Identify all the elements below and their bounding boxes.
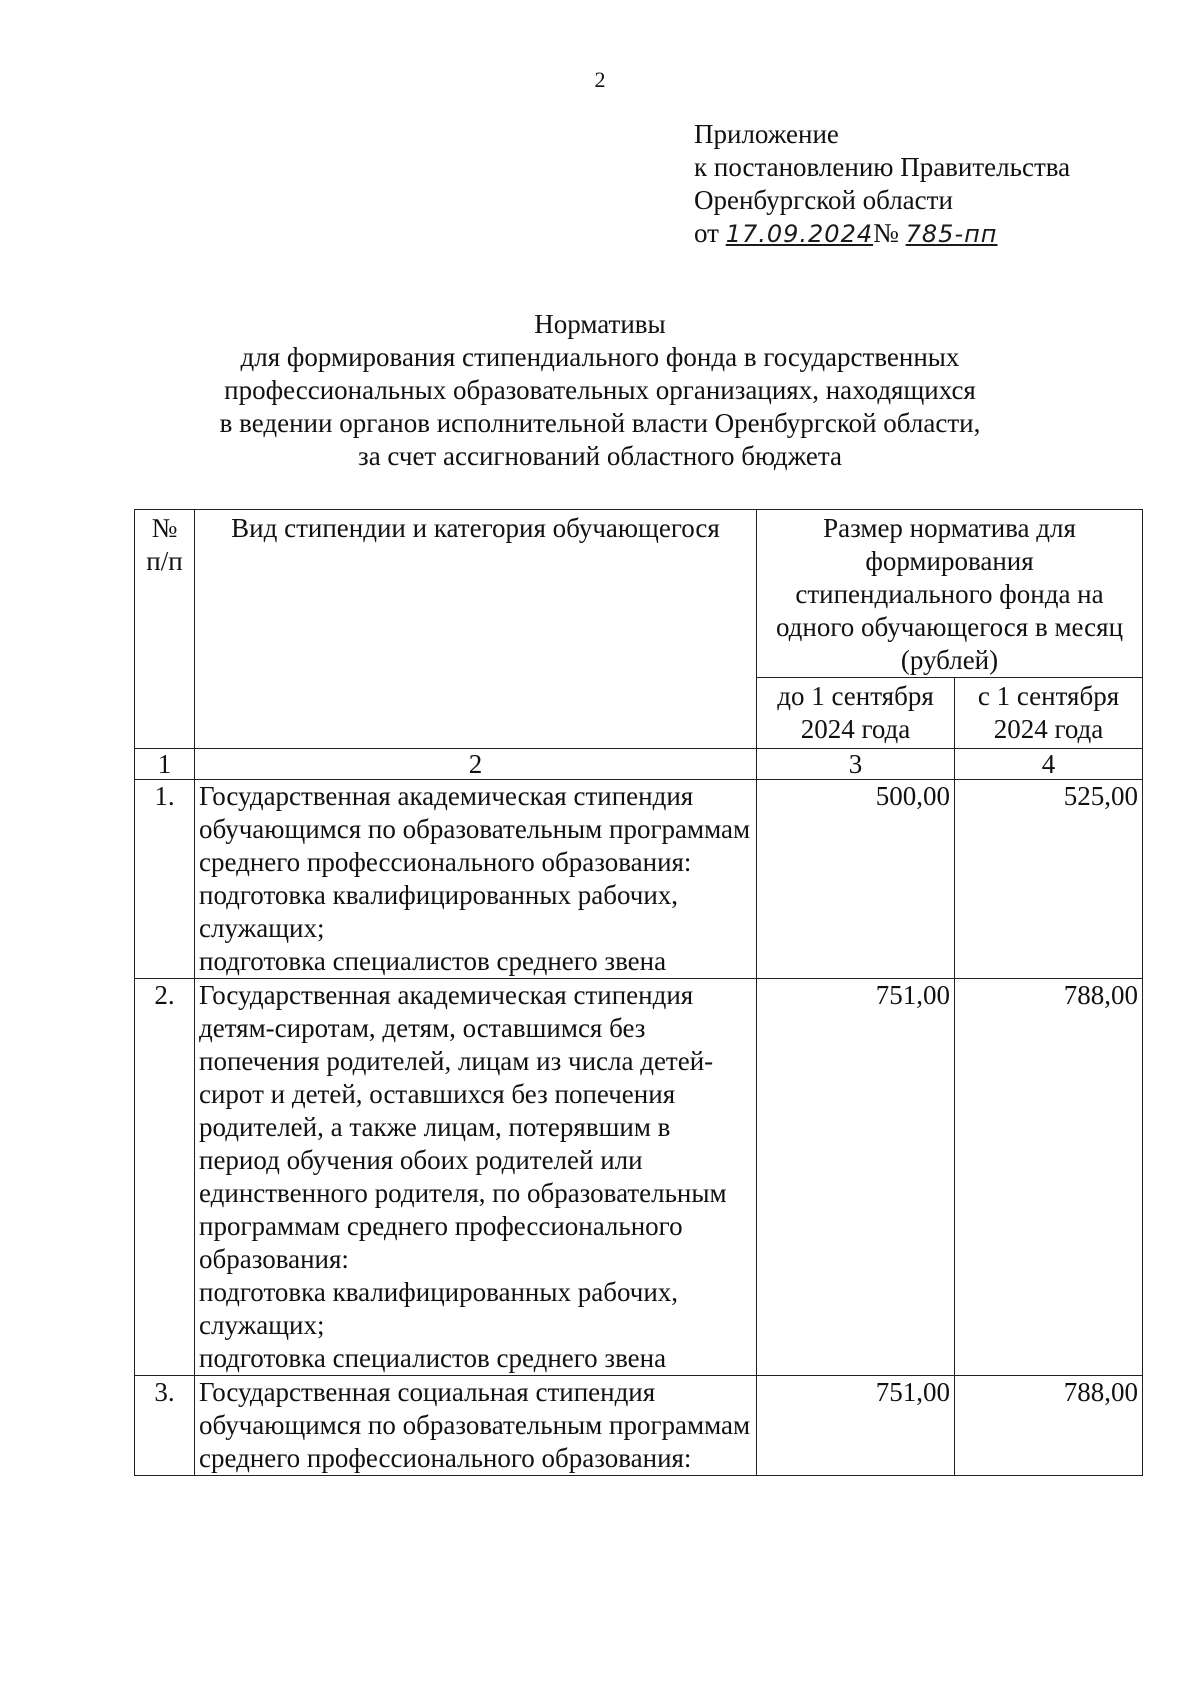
header-after-text: с 1 сентября 2024 года [977, 681, 1120, 744]
handwritten-date: 17.09.2024 [725, 220, 874, 248]
norms-table [134, 509, 1143, 1476]
row-number: 2. [135, 979, 195, 1376]
header-num [135, 510, 195, 749]
header-num-text: № п/п [146, 513, 183, 576]
handwritten-number: 785-пп [905, 220, 998, 248]
title-line-3: в ведении органов исполнительной власти Оренбургской области, [219, 408, 981, 438]
column-index-row [135, 749, 1143, 780]
number-prefix: № [873, 218, 899, 248]
title-line-2: профессиональных образовательных организациях, находящихся [224, 375, 976, 405]
column-index: 1 [135, 749, 195, 780]
header-before [757, 678, 955, 749]
row-value-after: 788,00 [955, 1376, 1143, 1476]
row-value-before: 751,00 [757, 1376, 955, 1476]
row-number: 1. [135, 780, 195, 979]
row-description: Государственная академическая стипендия обучающимся по образовательным программам среднего профессионального образования: подготовка квалифицированных рабочих, служащих; подготовка специалистов среднего звена [195, 780, 757, 979]
appendix-line-region: Оренбургской области [694, 185, 953, 215]
header-kind [195, 510, 757, 749]
row-description: Государственная социальная стипендия обучающимся по образовательным программам среднего профессионального образования: [195, 1376, 757, 1476]
header-size-text: Размер норматива для формирования стипендиального фонда на одного обучающегося в месяц (рублей) [775, 513, 1124, 675]
row-description: Государственная академическая стипендия детям-сиротам, детям, оставшимся без попечения родителей, лицам из числа детей-сирот и детей, оставшихся без попечения родителей, а также лицам, потерявшим в период обучения обоих родителей или единственного родителя, по образовательным программам среднего профессионального образования: подготовка квалифицированных рабочих, служащих; подготовка специалистов среднего звена [195, 979, 757, 1376]
row-number: 3. [135, 1376, 195, 1476]
title-heading: Нормативы [534, 309, 666, 339]
date-prefix: от [694, 218, 719, 248]
row-value-before: 751,00 [757, 979, 955, 1376]
header-kind-text: Вид стипендии и категория обучающегося [231, 513, 720, 543]
row-value-after: 525,00 [955, 780, 1143, 979]
page-number: 2 [594, 67, 606, 92]
table-row [135, 979, 1143, 1376]
appendix-date-line [694, 217, 1070, 251]
table-row [135, 780, 1143, 979]
header-size [757, 510, 1143, 678]
column-index: 2 [195, 749, 757, 780]
row-value-before: 500,00 [757, 780, 955, 979]
header-before-text: до 1 сентября 2024 года [777, 681, 934, 744]
title-line-4: за счет ассигнований областного бюджета [358, 441, 842, 471]
appendix-block [694, 118, 1070, 251]
table-row [135, 1376, 1143, 1476]
appendix-line-resolution: к постановлению Правительства [694, 152, 1071, 182]
header-row [135, 510, 1143, 678]
appendix-title: Приложение [694, 119, 839, 149]
row-value-after: 788,00 [955, 979, 1143, 1376]
title-line-1: для формирования стипендиального фонда в государственных [240, 342, 960, 372]
column-index: 3 [757, 749, 955, 780]
header-after [955, 678, 1143, 749]
column-index: 4 [955, 749, 1143, 780]
document-title [0, 308, 1200, 473]
